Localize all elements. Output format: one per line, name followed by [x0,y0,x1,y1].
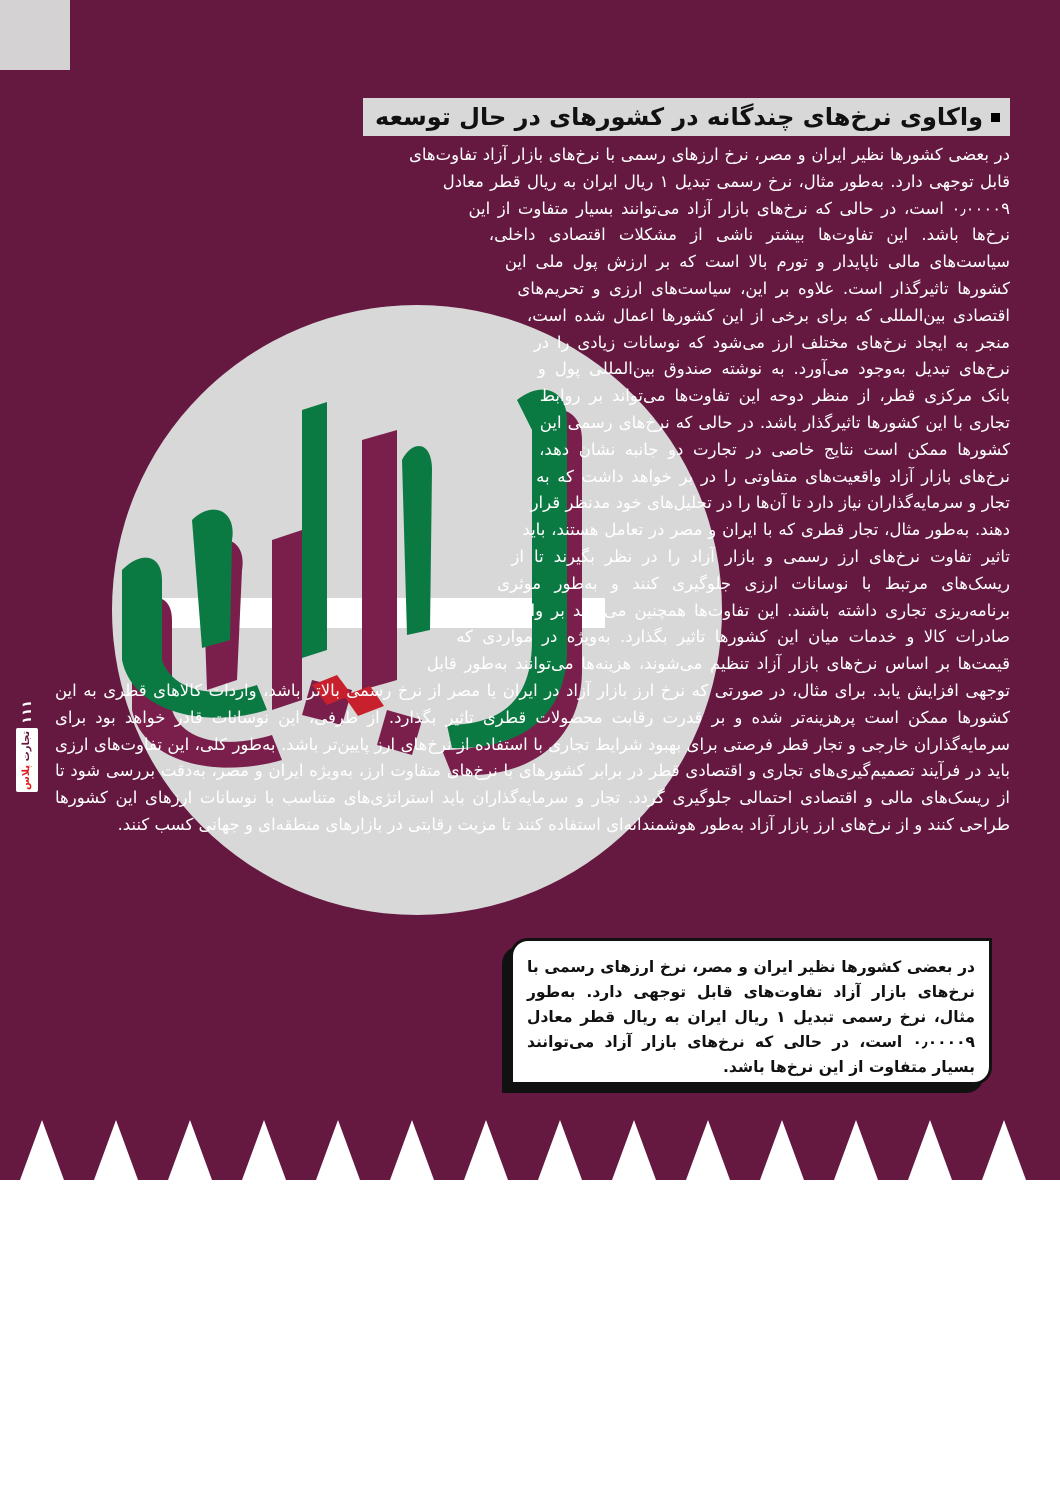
article-body-text: در بعضی کشورها نظیر ایران و مصر، نرخ ارزهای رسمی با نرخ‌های بازار آزاد تفاوت‌های قابل توجهی دارد. به‌طور مثال، نرخ رسمی تبدیل ۱ ریال ایران به ریال قطر معادل ۰٫۰۰۰۰۹ است، در حالی که نرخ‌های بازار آزاد می‌توانند بسیار متفاوت از این نرخ‌ها باشد. این تفاوت‌ها بیشتر ناشی از مشکلات اقتصادی داخلی، سیاست‌های مالی ناپایدار و تورم بالا است که بر ارزش پول ملی این کشورها تاثیرگذار است. علاوه بر این، سیاست‌های ارزی و تحریم‌های اقتصادی بین‌المللی که برای برخی از این کشورها اعمال شده است، منجر به ایجاد نرخ‌های مختلف ارز می‌شود که نوسانات زیادی را در نرخ‌های تبدیل به‌وجود می‌آورد. به نوشته صندوق بین‌المللی پول و بانک مرکزی قطر، از منظر دوحه این تفاوت‌ها می‌تواند بر روابط تجاری با این کشورها تاثیرگذار باشد. در حالی که نرخ‌های رسمی این کشورها ممکن است نتایج خاصی در تجارت دو جانبه نشان دهد، نرخ‌های بازار آزاد واقعیت‌های متفاوتی را در بر خواهد داشت که به تجار و سرمایه‌گذاران نیاز دارد تا آن‌ها را در تحلیل‌های خود مدنظر قرار دهند. به‌طور مثال، تجار قطری که با ایران و مصر در تعامل هستند، باید تاثیر تفاوت نرخ‌های ارز رسمی و بازار آزاد را در نظر بگیرند تا از ریسک‌های مرتبط با نوسانات ارزی جلوگیری کنند و به‌طور موثری برنامه‌ریزی تجاری داشته باشند. این تفاوت‌ها همچنین می‌تواند بر واردات و صادرات کالا و خدمات میان این کشورها تاثیر بگذارد. به‌ویژه در مواردی که قیمت‌ها بر اساس نرخ‌های بازار آزاد تنظیم می‌شوند، هزینه‌ها می‌توانند به‌طور قابل توجهی افزایش یابد. برای مثال، در صورتی که نرخ ارز بازار آزاد در ایران یا مصر از نرخ رسمی بالاتر باشد، واردات کالاهای قطری به این کشورها ممکن است پرهزینه‌تر شده و بر قدرت رقابت محصولات قطری تاثیر بگذارد. از طرفی، این نوسانات قادر خواهد بود برای سرمایه‌گذاران خارجی و تجار قطر فرصتی برای بهبود شرایط تجاری با استفاده از نرخ‌های ارز پایین‌تر باشد. به‌طور کلی، این تفاوت‌های ارزی باید در فرآیند تصمیم‌گیری‌های تجاری و اقتصادی قطر در برابر کشورهای با نرخ‌های متفاوت ارز، به‌ویژه ایران و مصر، به‌دقت بررسی شود تا از ریسک‌های مالی و اقتصادی احتمالی جلوگیری گردد. تجار و سرمایه‌گذاران باید استراتژی‌های متناسب با نوسانات ارزهای این کشورها طراحی کنند و از نرخ‌های ارز بازار آزاد به‌طور هوشمندانه‌ای استفاده کنند تا مزیت رقابتی در بازارهای منطقه‌ای و جهانی کسب کنند. [55,145,1010,834]
article-body [55,142,1010,839]
pull-quote-box [510,938,992,1085]
page-stamp [14,700,54,800]
brand-logo-part2: پلاس [21,764,32,790]
page-number: ۱۱۱ [20,700,35,724]
flag-serrated-edge [0,1120,1060,1260]
title-bullet-icon [991,113,1000,122]
brand-logo [16,728,38,792]
brand-logo-part1: تجارت [21,730,32,761]
article-title: واکاوی نرخ‌های چندگانه در کشورهای در حال توسعه [375,103,983,131]
article-title-bar [363,98,1010,136]
corner-tab [0,0,70,70]
pull-quote-text: در بعضی کشورها نظیر ایران و مصر، نرخ ارزهای رسمی با نرخ‌های بازار آزاد تفاوت‌های قابل توجهی دارد. به‌طور مثال، نرخ رسمی تبدیل ۱ ریال ایران به ریال قطر معادل ۰٫۰۰۰۰۹ است، در حالی که نرخ‌های بازار آزاد می‌توانند بسیار متفاوت از این نرخ‌ها باشد. [527,958,976,1076]
